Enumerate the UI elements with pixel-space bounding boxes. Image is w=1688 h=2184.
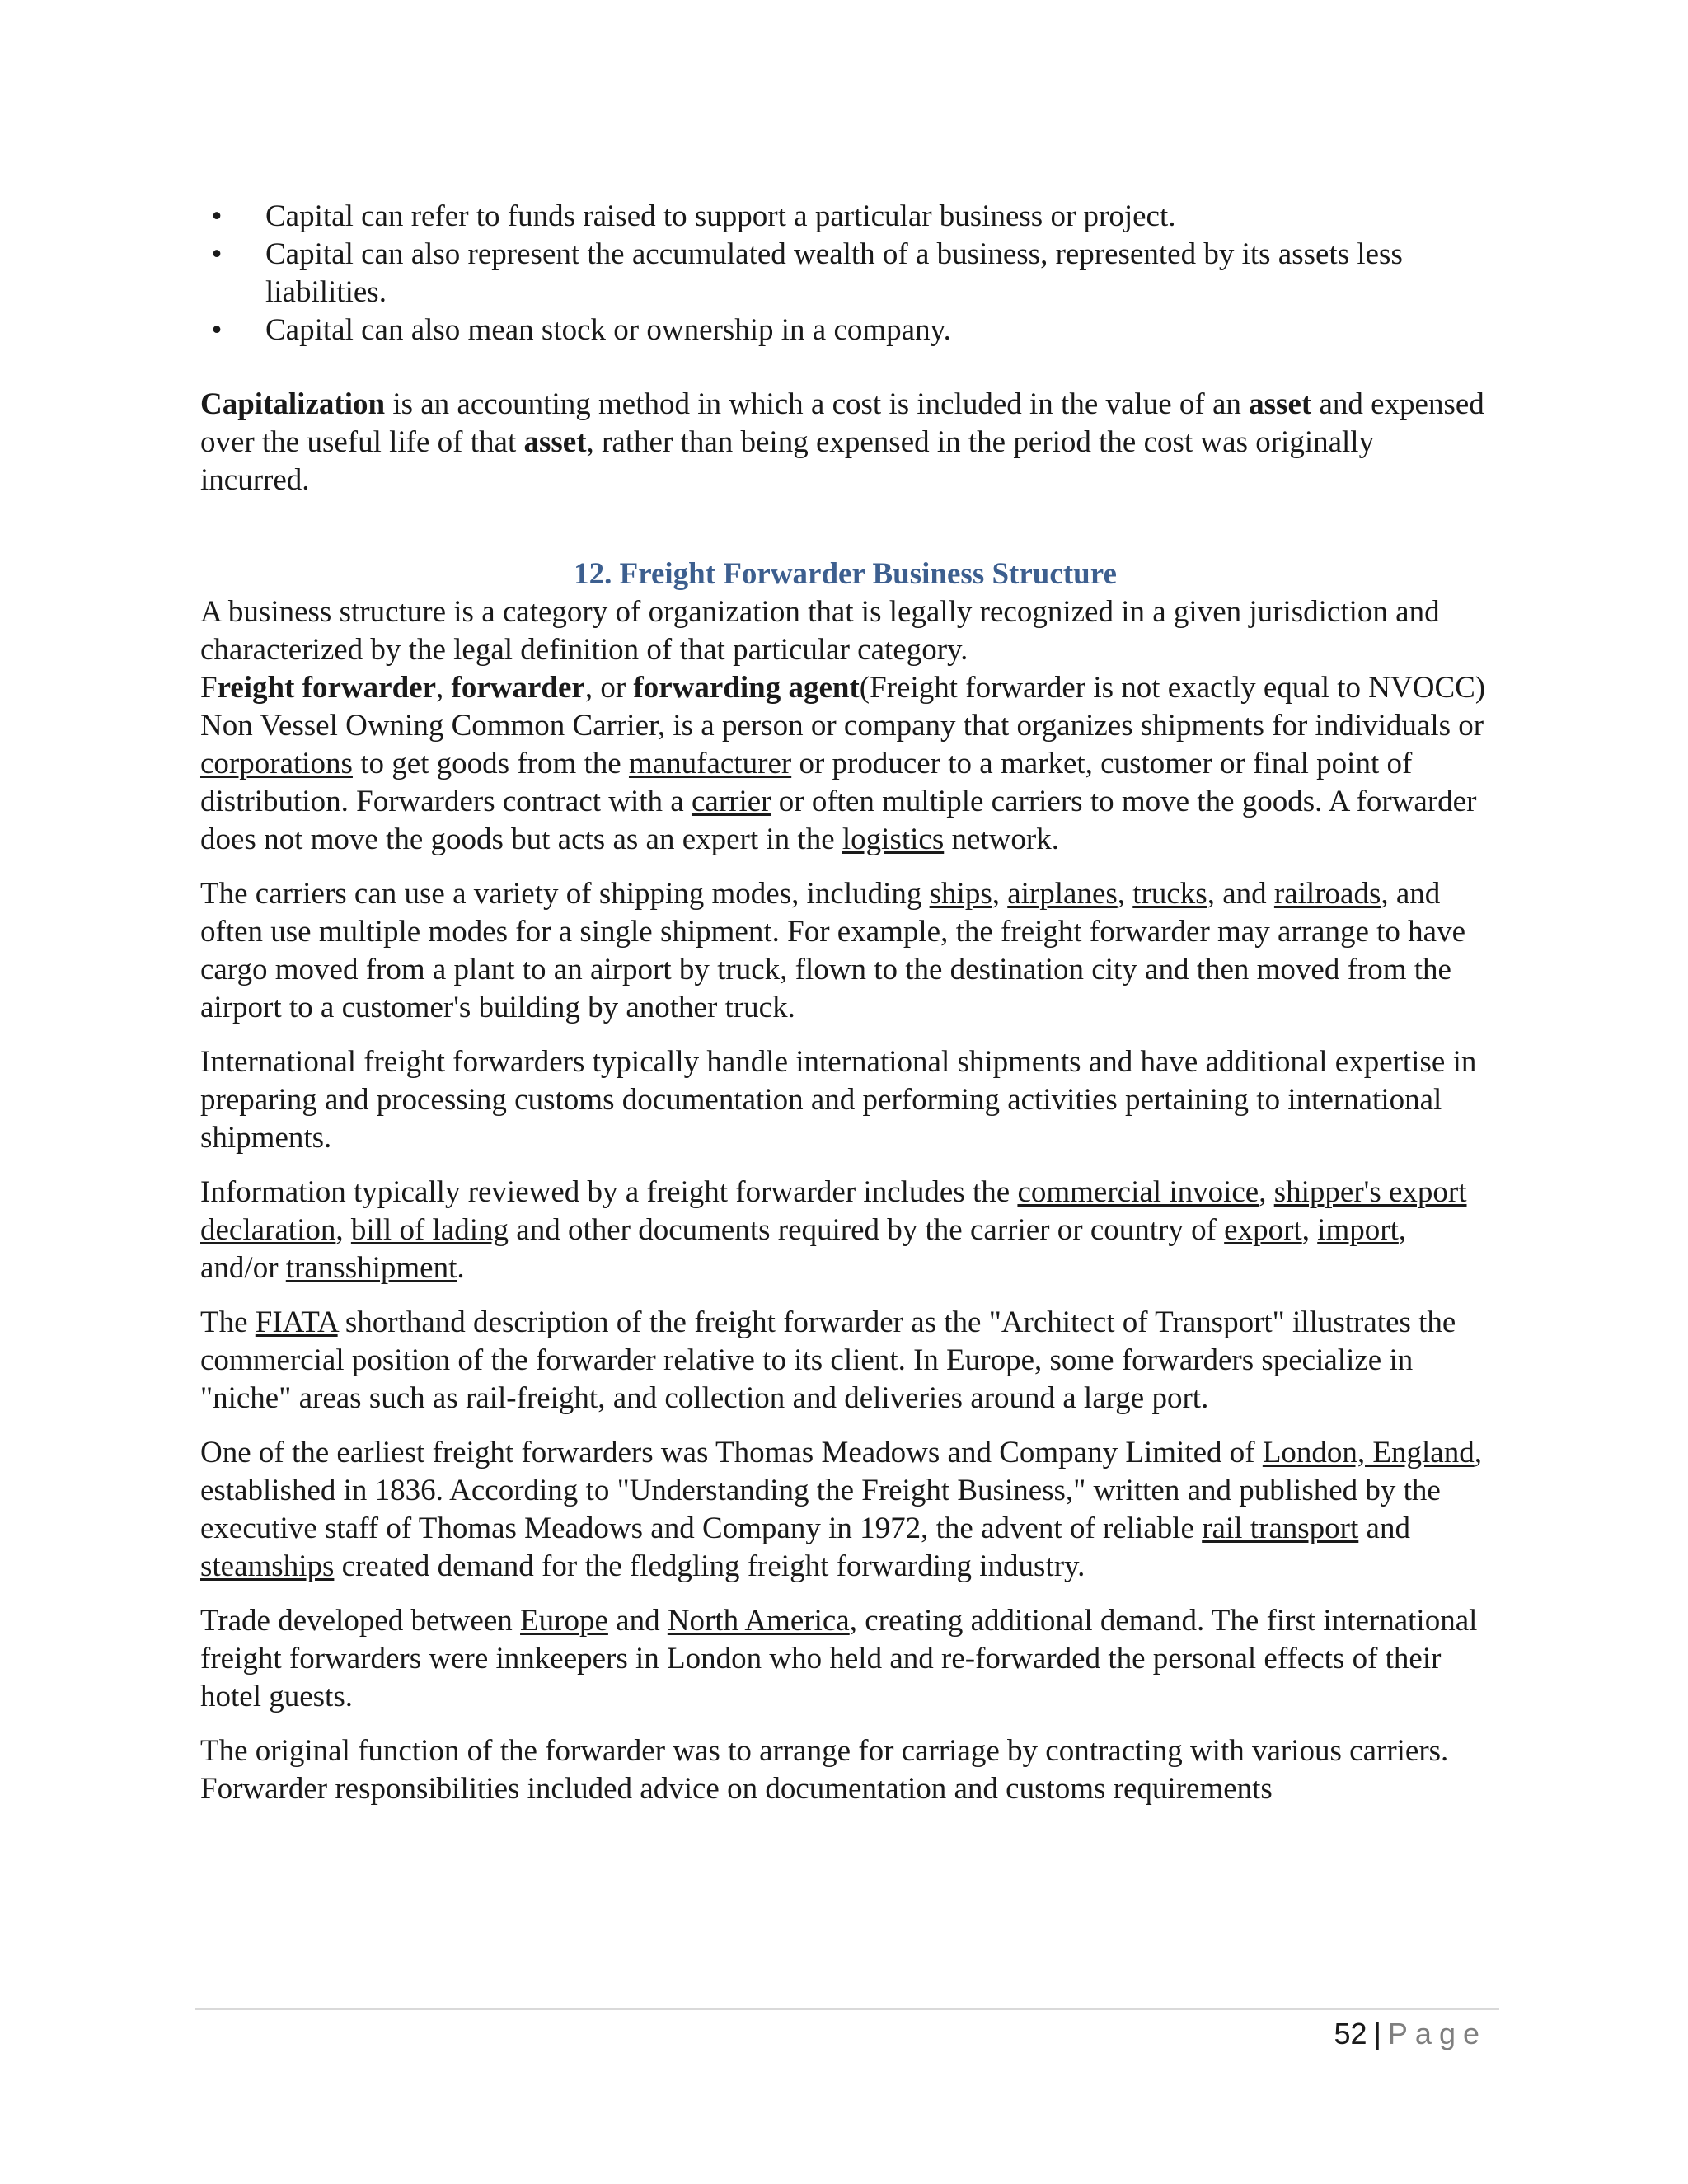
link-commercial-invoice[interactable]: commercial invoice [1017, 1175, 1259, 1209]
link-manufacturer[interactable]: manufacturer [628, 747, 792, 780]
asset-term: asset [1249, 387, 1312, 421]
international-paragraph: International freight forwarders typically handle international shipments and have additional expertise in preparing and processing customs documentation and performing activities pertaining to international shipments. [200, 1045, 1477, 1155]
link-north-america[interactable]: North America [667, 1604, 850, 1638]
bullet-item: • Capital can also mean stock or ownership in a company. [265, 312, 1490, 349]
link-europe[interactable]: Europe [520, 1604, 608, 1638]
bullet-item: • Capital can refer to funds raised to support a particular business or project. [265, 198, 1490, 236]
link-corporations[interactable]: corporations [200, 747, 353, 780]
link-london-england[interactable]: London, England [1262, 1436, 1475, 1469]
page-footer [1334, 2016, 1487, 2052]
link-shippers-export-declaration[interactable]: shipper's export declaration [200, 1175, 1467, 1247]
bullet-item: • Capital can also represent the accumulated wealth of a business, represented by its assets less liabilities. [265, 236, 1490, 312]
section-heading: 12. Freight Forwarder Business Structure [574, 557, 1117, 591]
page-number: 52 [1334, 2017, 1367, 2050]
capitalization-paragraph: Capitalization is an accounting method in which a cost is included in the value of an asset and expensed over the useful life of that asset, rather than being expensed in the period the cost was originally incurred. [200, 387, 1484, 497]
link-steamships[interactable]: steamships [200, 1549, 335, 1583]
link-airplanes[interactable]: airplanes [1007, 877, 1118, 911]
link-fiata[interactable]: FIATA [255, 1305, 338, 1339]
footer-separator: | [1373, 2017, 1381, 2050]
link-rail-transport[interactable]: rail transport [1202, 1511, 1359, 1545]
page-label: Page [1387, 2017, 1487, 2050]
capitalization-term: Capitalization [200, 387, 386, 421]
link-railroads[interactable]: railroads [1273, 877, 1381, 911]
fiata-paragraph: The FIATA shorthand description of the freight forwarder as the "Architect of Transport" illustrates the commercial position of the forwarder relative to its client. In Europe, some forwarders specialize in "niche" areas such as rail-freight, and collection and deliveries around a large port. [200, 1305, 1456, 1415]
link-carrier[interactable]: carrier [691, 785, 771, 818]
business-structure-intro: A business structure is a category of organization that is legally recognized in a given jurisdiction and characterized by the legal definition of that particular category. [200, 595, 1440, 667]
link-transshipment[interactable]: transshipment [285, 1251, 457, 1285]
freight-forwarder-definition: Freight forwarder, forwarder, or forwarding agent(Freight forwarder is not exactly equal to NVOCC) Non Vessel Owning Common Carrier, is a person or company that organizes shipments for individuals or corporations to get goods from the manufacturer or producer to a market, customer or final point of distribution. Forwarders contract with a carrier or often multiple carriers to move the goods. A forwarder does not move the goods but acts as an expert in the logistics network. [200, 671, 1486, 856]
link-ships[interactable]: ships [929, 877, 992, 911]
footer-divider [195, 2008, 1499, 2010]
link-export[interactable]: export [1224, 1213, 1302, 1247]
page-content [200, 198, 1490, 1808]
history-paragraph: One of the earliest freight forwarders was Thomas Meadows and Company Limited of London, England, established in 1836. According to "Understanding the Freight Business," written and published by the executive staff of Thomas Meadows and Company in 1972, the advent of reliable rail transport and steamships created demand for the fledgling freight forwarding industry. [200, 1436, 1482, 1583]
capital-bullet-list [200, 198, 1490, 349]
original-function-paragraph: The original function of the forwarder was to arrange for carriage by contracting with various carriers. Forwarder responsibilities included advice on documentation and customs requirements [200, 1734, 1449, 1806]
asset-term: asset [523, 425, 587, 459]
link-logistics[interactable]: logistics [842, 823, 945, 856]
carriers-paragraph: The carriers can use a variety of shipping modes, including ships, airplanes, trucks, and railroads, and often use multiple modes for a single shipment. For example, the freight forwarder may arrange to have cargo moved from a plant to an airport by truck, flown to the destination city and then moved from the airport to a customer's building by another truck. [200, 877, 1466, 1024]
link-trucks[interactable]: trucks [1132, 877, 1207, 911]
information-paragraph: Information typically reviewed by a freight forwarder includes the commercial invoice, shipper's export declaration, bill of lading and other documents required by the carrier or country of export, import, and/or transshipment. [200, 1175, 1467, 1285]
link-import[interactable]: import [1317, 1213, 1399, 1247]
trade-paragraph: Trade developed between Europe and North America, creating additional demand. The first international freight forwarders were innkeepers in London who held and re-forwarded the personal effects of their hotel guests. [200, 1604, 1478, 1713]
link-bill-of-lading[interactable]: bill of lading [350, 1213, 509, 1247]
